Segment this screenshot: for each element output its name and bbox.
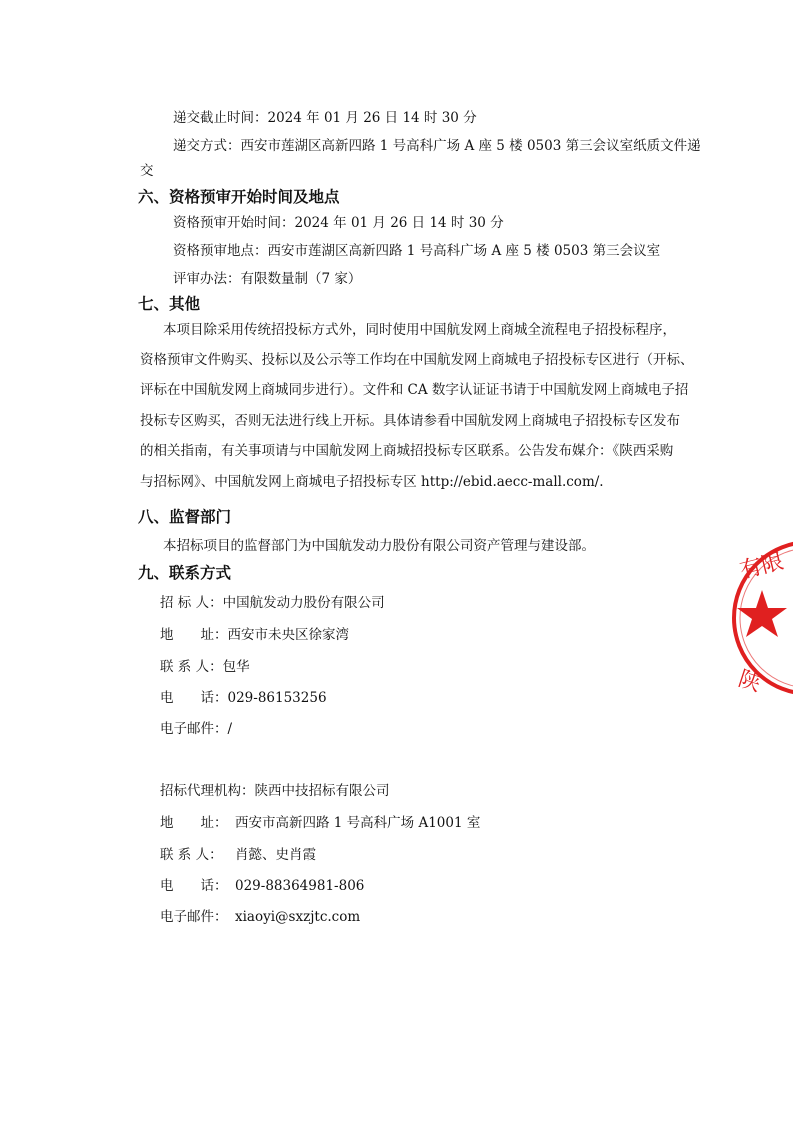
agency-contact-row [160, 845, 316, 865]
seal-text-bottom: 陕 [735, 666, 764, 698]
section-7-line: 本项目除采用传统招投标方式外，同时使用中国航发网上商城全流程电子招投标程序， [163, 322, 676, 338]
field-value: 陕西中技招标有限公司 [254, 783, 390, 799]
section-7-line: 评标在中国航发网上商城同步进行）。文件和 CA 数字认证证书请于中国航发网上商城电子招 [140, 382, 689, 398]
section-7-line: 的相关指南，有关事项请与中国航发网上商城招投标专区联系。公告发布媒介：《陕西采购 [140, 443, 674, 459]
seal-text-top: 有限 [737, 549, 787, 584]
field-label: 电子邮件： [160, 721, 228, 737]
field-label: 地 址： [160, 815, 228, 831]
prequal-location: 资格预审地点：西安市莲湖区高新四路 1 号高科广场 A 座 5 楼 0503 第三会议室 [173, 243, 661, 259]
field-value: 西安市未央区徐家湾 [227, 627, 349, 643]
tenderer-phone-row [160, 688, 327, 708]
prequal-start-time: 资格预审开始时间：2024 年 01 月 26 日 14 时 30 分 [173, 215, 504, 231]
field-label: 电子邮件： [160, 909, 228, 925]
company-seal [728, 538, 793, 728]
section-7-line: 资格预审文件购买、投标以及公示等工作均在中国航发网上商城电子招投标专区进行（开标、 [140, 352, 694, 368]
tenderer-email-row [160, 719, 232, 739]
agency-name-row [160, 781, 390, 801]
submission-deadline: 递交截止时间：2024 年 01 月 26 日 14 时 30 分 [173, 110, 477, 126]
field-value: 西安市高新四路 1 号高科广场 A1001 室 [235, 815, 481, 831]
field-label: 电 话： [160, 878, 228, 894]
section-7-heading: 七、其他 [138, 295, 201, 313]
field-label: 联 系 人： [160, 847, 223, 863]
evaluation-method: 评审办法：有限数量制（7 家） [173, 271, 362, 287]
agency-address-row [160, 813, 480, 833]
field-label: 招 标 人： [160, 595, 223, 611]
field-value: 029-88364981-806 [235, 878, 365, 894]
field-value: 肖懿、史肖霞 [235, 847, 316, 863]
tenderer-address-row [160, 625, 349, 645]
star-icon [737, 590, 787, 637]
section-6-heading: 六、资格预审开始时间及地点 [138, 188, 340, 206]
field-label: 招标代理机构： [160, 783, 255, 799]
field-value: 包华 [222, 659, 250, 675]
tenderer-contact-row [160, 657, 250, 677]
submission-method-line1: 递交方式：西安市莲湖区高新四路 1 号高科广场 A 座 5 楼 0503 第三会议室纸质文件递 [173, 138, 701, 154]
agency-email-row [160, 907, 360, 927]
tenderer-name-row [160, 593, 385, 613]
field-label: 联 系 人： [160, 659, 223, 675]
field-label: 地 址： [160, 627, 228, 643]
section-7-line: 投标专区购买，否则无法进行线上开标。具体请参看中国航发网上商城电子招投标专区发布 [140, 413, 680, 429]
field-value: 029-86153256 [227, 690, 327, 706]
submission-method-line2: 交 [140, 163, 154, 179]
section-7-line: 与招标网》、中国航发网上商城电子招投标专区 http://ebid.aecc-mall.com/. [140, 474, 604, 490]
field-value: / [227, 721, 233, 737]
field-value: 中国航发动力股份有限公司 [222, 595, 385, 611]
supervision-text: 本招标项目的监督部门为中国航发动力股份有限公司资产管理与建设部。 [163, 538, 595, 554]
agency-phone-row [160, 876, 364, 896]
field-value: xiaoyi@sxzjtc.com [235, 909, 361, 925]
section-9-heading: 九、联系方式 [138, 564, 232, 582]
field-label: 电 话： [160, 690, 228, 706]
section-8-heading: 八、监督部门 [138, 508, 232, 526]
seal-graphic [728, 538, 793, 728]
